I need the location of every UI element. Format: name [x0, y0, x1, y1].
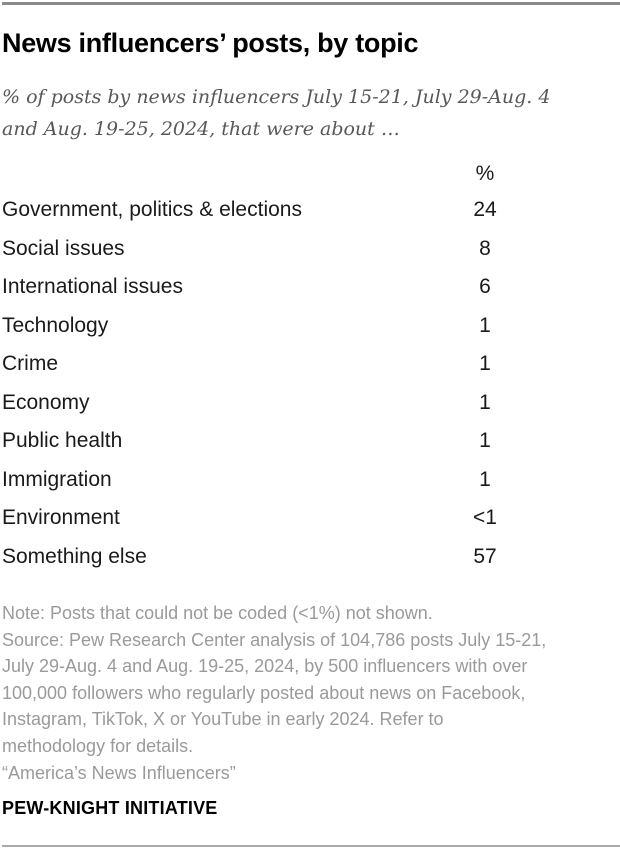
table-row: [2, 461, 620, 500]
table-body: [2, 191, 620, 576]
top-rule: [2, 2, 620, 5]
chart-subtitle: [2, 81, 620, 145]
topic-label: Government, politics & elections: [2, 198, 302, 222]
topic-value: 6: [479, 275, 491, 299]
table-row: [2, 307, 620, 346]
report-title: “America’s News Influencers”: [2, 762, 236, 783]
table-row: [2, 422, 620, 461]
topic-value: 24: [473, 198, 497, 222]
topics-table: [2, 157, 620, 576]
topic-value: <1: [473, 506, 497, 530]
table-row: [2, 499, 620, 538]
topic-value: 1: [479, 429, 491, 453]
topic-label: Crime: [2, 352, 58, 376]
table-row: [2, 191, 620, 230]
table-row: [2, 345, 620, 384]
topic-label: Economy: [2, 390, 90, 414]
topic-label: Social issues: [2, 236, 125, 260]
percent-column-header: %: [475, 162, 495, 185]
topic-value: 1: [479, 313, 491, 337]
topic-label: Immigration: [2, 467, 112, 491]
source-text-line: methodology for details.: [2, 735, 194, 756]
table-row: [2, 538, 620, 577]
chart-subtitle-line: % of posts by news influencers July 15-21, July 29-Aug. 4: [2, 86, 551, 108]
chart-subtitle-line: and Aug. 19-25, 2024, that were about …: [2, 118, 400, 140]
bottom-rule: [2, 845, 620, 847]
org-label: PEW-KNIGHT INITIATIVE: [2, 798, 218, 819]
table-row: [2, 268, 620, 307]
source-text-line: July 29-Aug. 4 and Aug. 19-25, 2024, by 500 influencers with over: [2, 656, 528, 677]
source-text-line: Source: Pew Research Center analysis of 104,786 posts July 15-21,: [2, 629, 547, 650]
notes-block: [2, 600, 620, 786]
topic-label: Public health: [2, 429, 123, 453]
topic-value: 1: [479, 390, 491, 414]
topic-value: 57: [473, 544, 497, 568]
table-row: [2, 384, 620, 423]
source-text: [2, 627, 620, 760]
topic-label: Something else: [2, 544, 147, 568]
table-row: [2, 230, 620, 269]
topic-value: 1: [479, 352, 491, 376]
source-text-line: Instagram, TikTok, X or YouTube in early 2024. Refer to: [2, 709, 444, 730]
topic-value: 8: [479, 236, 491, 260]
source-text-line: 100,000 followers who regularly posted about news on Facebook,: [2, 682, 526, 703]
table-header-row: [2, 157, 620, 191]
note-text: Note: Posts that could not be coded (<1%) not shown.: [2, 603, 433, 623]
topic-label: International issues: [2, 275, 183, 299]
topic-value: 1: [479, 467, 491, 491]
topic-label: Technology: [2, 313, 109, 337]
chart-title: News influencers’ posts, by topic: [2, 28, 419, 58]
topic-label: Environment: [2, 506, 120, 530]
